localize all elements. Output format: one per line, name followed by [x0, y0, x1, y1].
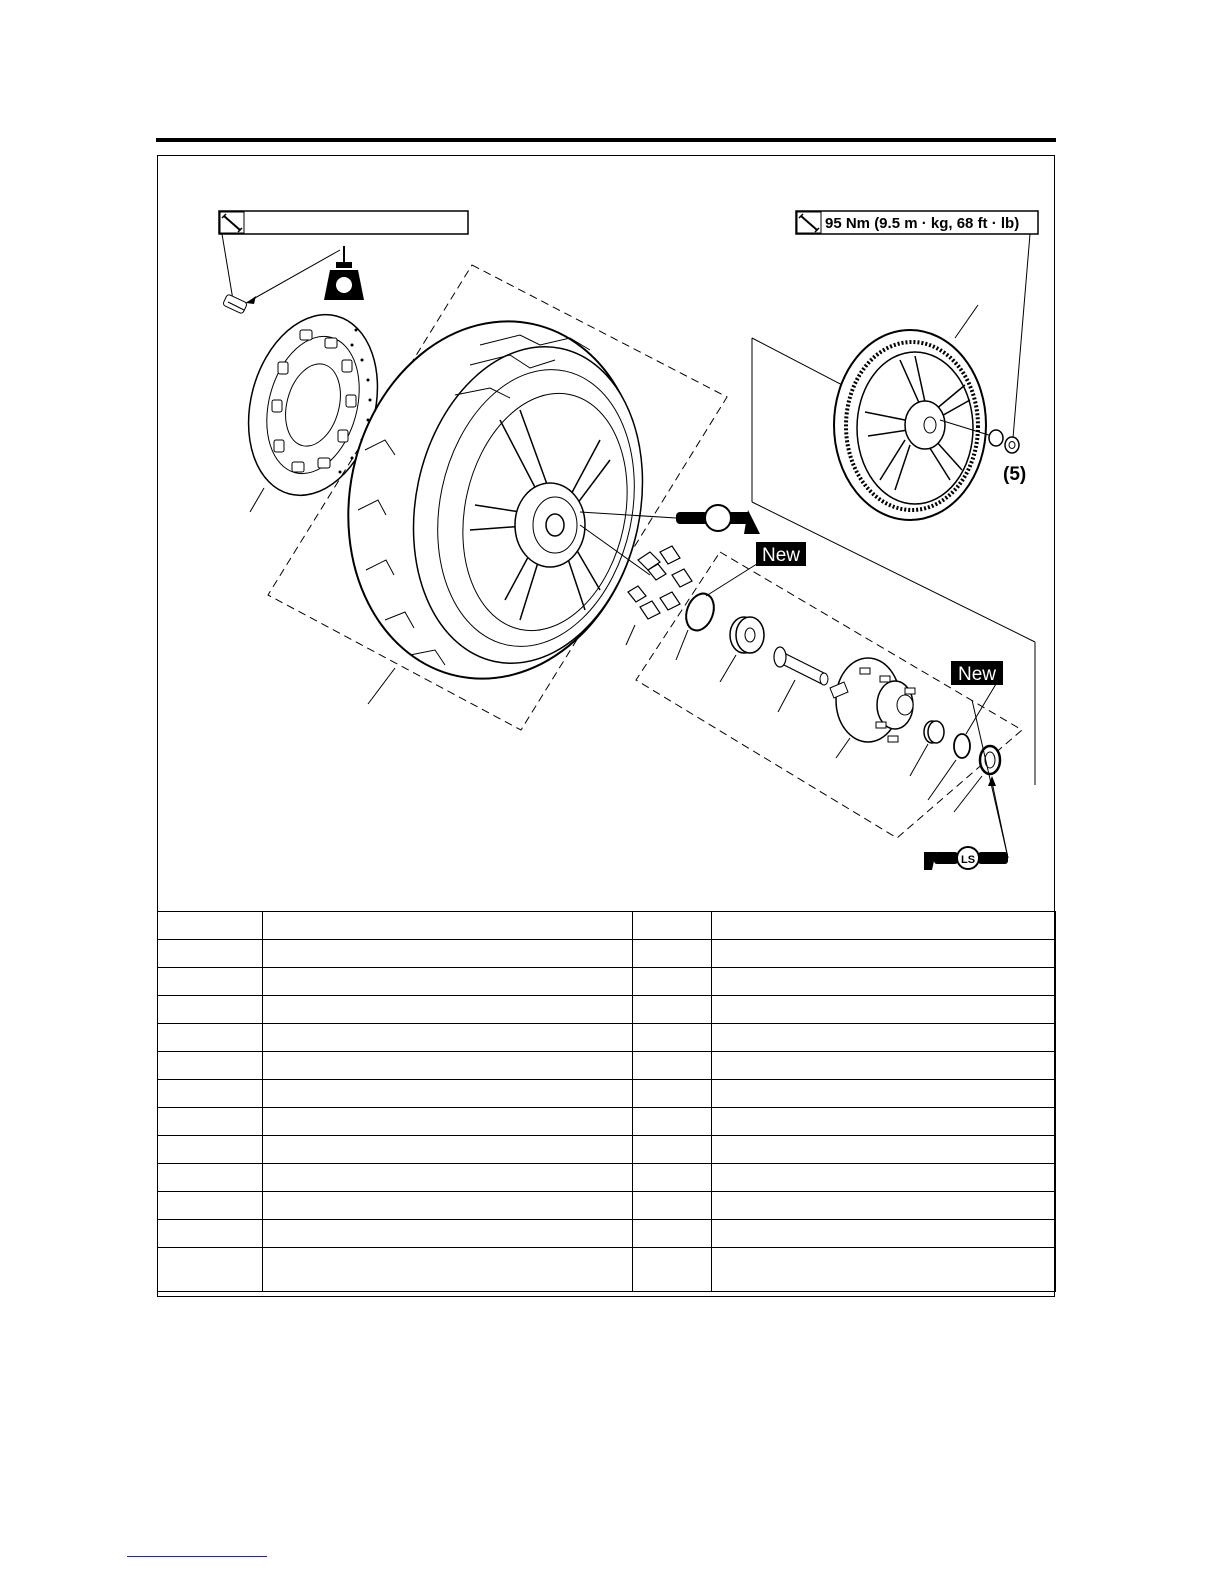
- quantity-callout: (5): [1003, 464, 1027, 485]
- table-cell: [633, 1220, 712, 1248]
- torque-spec-right: [796, 211, 1038, 234]
- table-cell: [158, 1080, 263, 1108]
- parts-table: [157, 911, 1056, 1292]
- table-row: [158, 1108, 1056, 1136]
- header-rule: [156, 138, 1056, 142]
- table-row: [158, 1024, 1056, 1052]
- table-cell: [263, 996, 633, 1024]
- table-cell: [158, 1248, 263, 1292]
- table-cell: [263, 1080, 633, 1108]
- table-cell: [712, 912, 1056, 940]
- table-cell: [263, 1024, 633, 1052]
- table-cell: [633, 1108, 712, 1136]
- table-cell: [712, 1192, 1056, 1220]
- table-row: [158, 1080, 1056, 1108]
- torque-right-text: 95 Nm (9.5 m · kg, 68 ft · lb): [825, 215, 1020, 232]
- table-cell: [712, 968, 1056, 996]
- table-row: [158, 968, 1056, 996]
- torque-spec-left: [219, 211, 468, 234]
- table-cell: [263, 940, 633, 968]
- table-cell: [263, 1052, 633, 1080]
- table-cell: [263, 1108, 633, 1136]
- table-cell: [158, 1220, 263, 1248]
- table-cell: [158, 996, 263, 1024]
- table-row: [158, 940, 1056, 968]
- table-cell: [158, 1164, 263, 1192]
- table-cell: [263, 912, 633, 940]
- loctite-icon: [246, 246, 364, 304]
- table-cell: [263, 1248, 633, 1292]
- footer-link-underline[interactable]: [127, 1556, 267, 1557]
- driven-hub-part: [830, 658, 915, 758]
- table-cell: [633, 996, 712, 1024]
- table-cell: [633, 912, 712, 940]
- new-badge-1-text: New: [761, 545, 801, 566]
- table-cell: [633, 1052, 712, 1080]
- table-cell: [158, 1052, 263, 1080]
- table-cell: [158, 968, 263, 996]
- small-bearing-part: [910, 721, 944, 776]
- table-cell: [263, 1192, 633, 1220]
- table-cell: [263, 1220, 633, 1248]
- table-cell: [712, 1248, 1056, 1292]
- table-cell: [633, 1192, 712, 1220]
- table-row: [158, 1192, 1056, 1220]
- table-cell: [633, 940, 712, 968]
- table-cell: [712, 940, 1056, 968]
- table-cell: [633, 1164, 712, 1192]
- collar-part: [774, 647, 828, 712]
- torque-wrench-icon: [797, 212, 821, 233]
- table-cell: [712, 996, 1056, 1024]
- table-row: [158, 1164, 1056, 1192]
- lithium-grease-text: LS: [960, 854, 976, 866]
- table-cell: [158, 1108, 263, 1136]
- table-cell: [633, 968, 712, 996]
- table-row: [158, 1220, 1056, 1248]
- table-cell: [712, 1052, 1056, 1080]
- table-row: [158, 912, 1056, 940]
- table-cell: [263, 968, 633, 996]
- table-cell: [633, 1024, 712, 1052]
- table-row: [158, 1248, 1056, 1292]
- table-cell: [633, 1080, 712, 1108]
- table-cell: [633, 1248, 712, 1292]
- table-cell: [712, 1080, 1056, 1108]
- table-cell: [712, 1220, 1056, 1248]
- bolt-part: [222, 294, 247, 314]
- table-cell: [263, 1164, 633, 1192]
- table-cell: [712, 1136, 1056, 1164]
- table-cell: [158, 940, 263, 968]
- new-badge-2-text: New: [957, 664, 997, 685]
- new-badge-1: [756, 542, 806, 566]
- table-row: [158, 1136, 1056, 1164]
- table-row: [158, 996, 1056, 1024]
- table-cell: [158, 1192, 263, 1220]
- table-cell: [158, 912, 263, 940]
- damper-parts: [626, 546, 692, 645]
- table-cell: [712, 1024, 1056, 1052]
- table-row: [158, 1052, 1056, 1080]
- new-badge-2: [951, 661, 1003, 685]
- table-cell: [263, 1136, 633, 1164]
- table-cell: [712, 1164, 1056, 1192]
- table-cell: [158, 1024, 263, 1052]
- bearing-part: [720, 617, 764, 682]
- table-cell: [158, 1136, 263, 1164]
- table-cell: [712, 1108, 1056, 1136]
- table-cell: [633, 1136, 712, 1164]
- torque-wrench-icon: [220, 212, 244, 233]
- exploded-view-drawing: [157, 155, 1055, 911]
- exploded-view-figure: [157, 155, 1055, 911]
